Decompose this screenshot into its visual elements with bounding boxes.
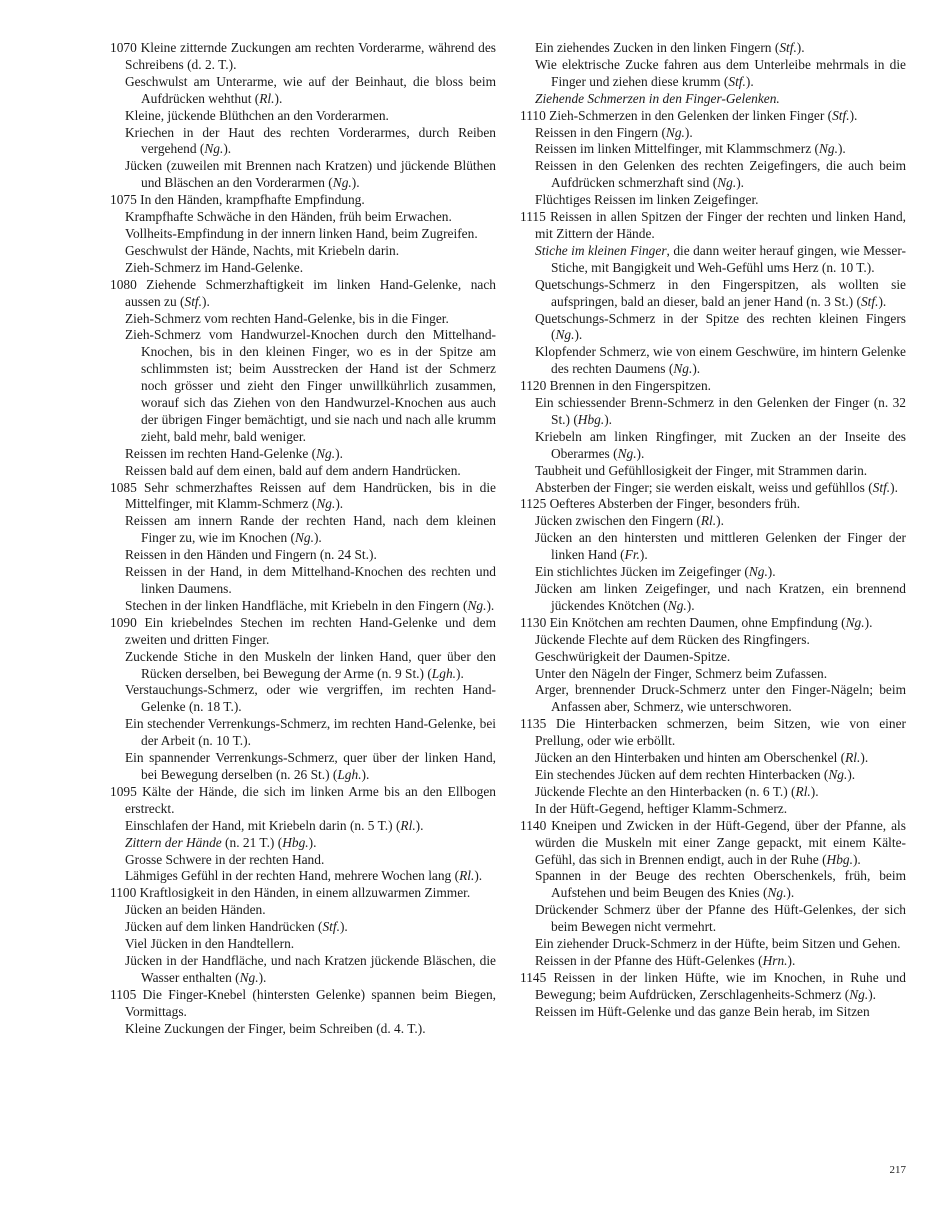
page-number: 217 <box>889 1164 906 1176</box>
entry: Flüchtiges Reissen im linken Zeigefinger. <box>535 192 759 208</box>
entry: Jücken an den hintersten und mittleren Gelenken der Finger der linken Hand (Fr.). <box>535 530 906 563</box>
entry: Grosse Schwere in der rechten Hand. <box>125 851 325 867</box>
entry: In der Hüft-Gegend, heftiger Klamm-Schmerz. <box>535 800 788 816</box>
entry: Reissen im Hüft-Gelenke und das ganze Bein herab, im Sitzen <box>535 1003 870 1019</box>
entry: Spannen in der Beuge des rechten Oberschenkels, früh, beim Aufstehen und beim Beugen des Knies (Ng.). <box>535 868 906 901</box>
entry: Ein spannender Verrenkungs-Schmerz, quer über der linken Hand, bei Bewegung derselben (n. 26 St.) (Lgh.). <box>125 750 496 782</box>
entry: Wie elektrische Zucke fahren aus dem Unterleibe mehrmals in die Finger und ziehen diese krumm (Stf.). <box>535 56 906 89</box>
left-column <box>110 40 496 1037</box>
entry: Ziehende Schmerzen in den Finger-Gelenken. <box>535 90 780 106</box>
numbered-entry: 1080 Ziehende Schmerzhaftigkeit im linken Hand-Gelenke, nach aussen zu (Stf.). <box>110 276 496 309</box>
entry: Jücken zwischen den Fingern (Rl.). <box>535 513 724 529</box>
numbered-entry: 1070 Kleine zitternde Zuckungen am rechten Vorderarme, während des Schreibens (d. 2. T.). <box>110 40 496 72</box>
entry: Absterben der Finger; sie werden eiskalt, weiss und gefühllos (Stf.). <box>535 479 898 495</box>
entry: Klopfender Schmerz, wie von einem Geschwüre, im hintern Gelenke des rechten Daumens (Ng.). <box>535 344 906 377</box>
entry: Drückender Schmerz über der Pfanne des Hüft-Gelenkes, der sich beim Bewegen nicht vermehrt. <box>535 902 906 935</box>
entry: Jücken in der Handfläche, und nach Kratzen jückende Bläschen, die Wasser enthalten (Ng.). <box>125 952 496 985</box>
entry: Ein stichlichtes Jücken im Zeigefinger (Ng.). <box>535 564 776 580</box>
entry: Viel Jücken in den Handtellern. <box>125 936 295 952</box>
numbered-entry: 1135 Die Hinterbacken schmerzen, beim Sitzen, wie von einer Prellung, oder wie erböllt. <box>520 716 906 749</box>
entry: Einschlafen der Hand, mit Kriebeln darin (n. 5 T.) (Rl.). <box>125 817 424 833</box>
entry: Vollheits-Empfindung in der innern linken Hand, beim Zugreifen. <box>125 225 478 241</box>
entry: Jückende Flechte auf dem Rücken des Ringfingers. <box>535 631 810 647</box>
numbered-entry: 1110 Zieh-Schmerzen in den Gelenken der linken Finger (Stf.). <box>520 107 858 123</box>
entry: Kleine Zuckungen der Finger, beim Schreiben (d. 4. T.). <box>125 1020 426 1036</box>
entry: Reissen in den Gelenken des rechten Zeigefingers, die auch beim Aufdrücken schmerzhaft sind (Ng.). <box>535 158 906 191</box>
entry: Ein ziehender Druck-Schmerz in der Hüfte, beim Sitzen und Gehen. <box>535 936 901 952</box>
numbered-entry: 1145 Reissen in der linken Hüfte, wie im Knochen, in Ruhe und Bewegung; beim Aufdrücken, Zerschlagenheits-Schmerz (Ng.). <box>520 969 906 1002</box>
entry: Zuckende Stiche in den Muskeln der linken Hand, quer über den Rücken derselben, bei Bewegung der Arme (n. 9 St.) (Lgh.). <box>125 648 496 681</box>
entry: Reissen in der Pfanne des Hüft-Gelenkes (Hrn.). <box>535 952 796 968</box>
entry: Stechen in der linken Handfläche, mit Kriebeln in den Fingern (Ng.). <box>125 597 495 613</box>
entry: Reissen im linken Mittelfinger, mit Klammschmerz (Ng.). <box>535 141 846 157</box>
entry: Jücken auf dem linken Handrücken (Stf.). <box>125 919 348 935</box>
entry: Stiche im kleinen Finger, die dann weiter herauf gingen, wie Messer-Stiche, mit Bangigkeit und Weh-Gefühl ums Herz (n. 10 T.). <box>535 242 906 275</box>
entry: Geschwulst der Hände, Nachts, mit Kriebeln darin. <box>125 242 400 258</box>
numbered-entry: 1125 Oefteres Absterben der Finger, besonders früh. <box>520 496 801 512</box>
entry: Reissen in den Händen und Fingern (n. 24 St.). <box>125 547 377 563</box>
entry: Zieh-Schmerz im Hand-Gelenke. <box>125 259 304 275</box>
numbered-entry: 1075 In den Händen, krampfhafte Empfindung. <box>110 192 365 208</box>
entry: Quetschungs-Schmerz in den Fingerspitzen, als wollten sie aufspringen, bald an dieser, bald an jener Hand (n. 3 St.) (Stf.). <box>535 276 906 309</box>
entry: Krampfhafte Schwäche in den Händen, früh beim Erwachen. <box>125 209 452 225</box>
entry: Zieh-Schmerz vom rechten Hand-Gelenke, bis in die Finger. <box>125 310 449 326</box>
numbered-entry: 1115 Reissen in allen Spitzen der Finger der rechten und linken Hand, mit Zittern der Hände. <box>520 209 906 241</box>
entry: Geschwulst am Unterarme, wie auf der Beinhaut, die bloss beim Aufdrücken wehthut (Rl.). <box>125 73 496 106</box>
entry: Quetschungs-Schmerz in der Spitze des rechten kleinen Fingers (Ng.). <box>535 310 906 343</box>
numbered-entry: 1095 Kälte der Hände, die sich im linken Arme bis an den Ellbogen erstreckt. <box>110 783 496 816</box>
entry: Lähmiges Gefühl in der rechten Hand, mehrere Wochen lang (Rl.). <box>125 868 483 884</box>
numbered-entry: 1130 Ein Knötchen am rechten Daumen, ohne Empfindung (Ng.). <box>520 614 873 630</box>
entry: Reissen in der Hand, in dem Mittelhand-Knochen des rechten und linken Daumens. <box>125 564 496 596</box>
entry: Zittern der Hände (n. 21 T.) (Hbg.). <box>125 834 317 850</box>
entry: Ein stechender Verrenkungs-Schmerz, im rechten Hand-Gelenke, bei der Arbeit (n. 10 T.). <box>125 716 496 749</box>
numbered-entry: 1100 Kraftlosigkeit in den Händen, in einem allzuwarmen Zimmer. <box>110 885 471 901</box>
entry: Jücken an beiden Händen. <box>125 902 266 918</box>
entry: Jücken an den Hinterbaken und hinten am Oberschenkel (Rl.). <box>535 750 869 766</box>
entry: Jücken (zuweilen mit Brennen nach Kratzen) und jückende Blüthen und Bläschen an den Vorderarmen (Ng.). <box>125 158 496 191</box>
entry: Arger, brennender Druck-Schmerz unter den Finger-Nägeln; beim Anfassen aber, Schmerz, wie unterschworen. <box>535 682 906 715</box>
numbered-entry: 1140 Kneipen und Zwicken in der Hüft-Gegend, über der Pfanne, als würden die Muskeln mit einer Zange gepackt, mit einem Kälte-Gefühl, das sich in Brennen endigt, auch in der Ruhe (Hbg.). <box>520 817 906 867</box>
entry: Kleine, jückende Blüthchen an den Vorderarmen. <box>125 107 389 123</box>
entry: Verstauchungs-Schmerz, oder wie vergriffen, im rechten Hand-Gelenke (n. 18 T.). <box>125 682 496 715</box>
entry: Ein schiessender Brenn-Schmerz in den Gelenken der Finger (n. 32 St.) (Hbg.). <box>535 395 906 427</box>
entry: Jücken am linken Zeigefinger, und nach Kratzen, ein brennend jückendes Knötchen (Ng.). <box>535 581 906 613</box>
numbered-entry: 1090 Ein kriebelndes Stechen im rechten Hand-Gelenke und dem zweiten und dritten Finger. <box>110 614 496 647</box>
entry: Ein stechendes Jücken auf dem rechten Hinterbacken (Ng.). <box>535 766 856 782</box>
entry: Unter den Nägeln der Finger, Schmerz beim Zufassen. <box>535 665 828 681</box>
numbered-entry: 1105 Die Finger-Knebel (hintersten Gelenke) spannen beim Biegen, Vormittags. <box>110 986 496 1019</box>
entry: Taubheit und Gefühllosigkeit der Finger, mit Strammen darin. <box>535 462 868 478</box>
entry: Reissen am innern Rande der rechten Hand, nach dem kleinen Finger zu, wie im Knochen (Ng.). <box>125 513 496 546</box>
entry: Reissen im rechten Hand-Gelenke (Ng.). <box>125 445 343 461</box>
numbered-entry: 1085 Sehr schmerzhaftes Reissen auf dem Handrücken, bis in die Mittelfinger, mit Klamm-Schmerz (Ng.). <box>110 479 496 512</box>
entry: Zieh-Schmerz vom Handwurzel-Knochen durch den Mittelhand-Knochen, bis in den kleinen Finger, wo es in der Spitze am schlimmsten ist; beim Ausstrecken der Hand ist der Schmerz noch grösser und zieht den Finger unwillkührlich zusammen, worauf sich das Ziehen von den Handwurzel-Knochen aus auch der übrigen Finger bemächtigt, und sie nach und nach alle krumm zieht, bald mehr, bald weniger. <box>125 327 496 444</box>
right-column <box>520 40 906 1021</box>
entry: Ein ziehendes Zucken in den linken Fingern (Stf.). <box>535 40 805 55</box>
entry: Kriebeln am linken Ringfinger, mit Zucken an der Inseite des Oberarmes (Ng.). <box>535 428 906 461</box>
entry: Reissen in den Fingern (Ng.). <box>535 124 693 140</box>
entry: Kriechen in der Haut des rechten Vorderarmes, durch Reiben vergehend (Ng.). <box>125 124 496 157</box>
entry: Reissen bald auf dem einen, bald auf dem andern Handrücken. <box>125 462 461 478</box>
entry: Jückende Flechte an den Hinterbacken (n. 6 T.) (Rl.). <box>535 783 819 799</box>
entry: Geschwürigkeit der Daumen-Spitze. <box>535 648 731 664</box>
numbered-entry: 1120 Brennen in den Fingerspitzen. <box>520 378 712 394</box>
